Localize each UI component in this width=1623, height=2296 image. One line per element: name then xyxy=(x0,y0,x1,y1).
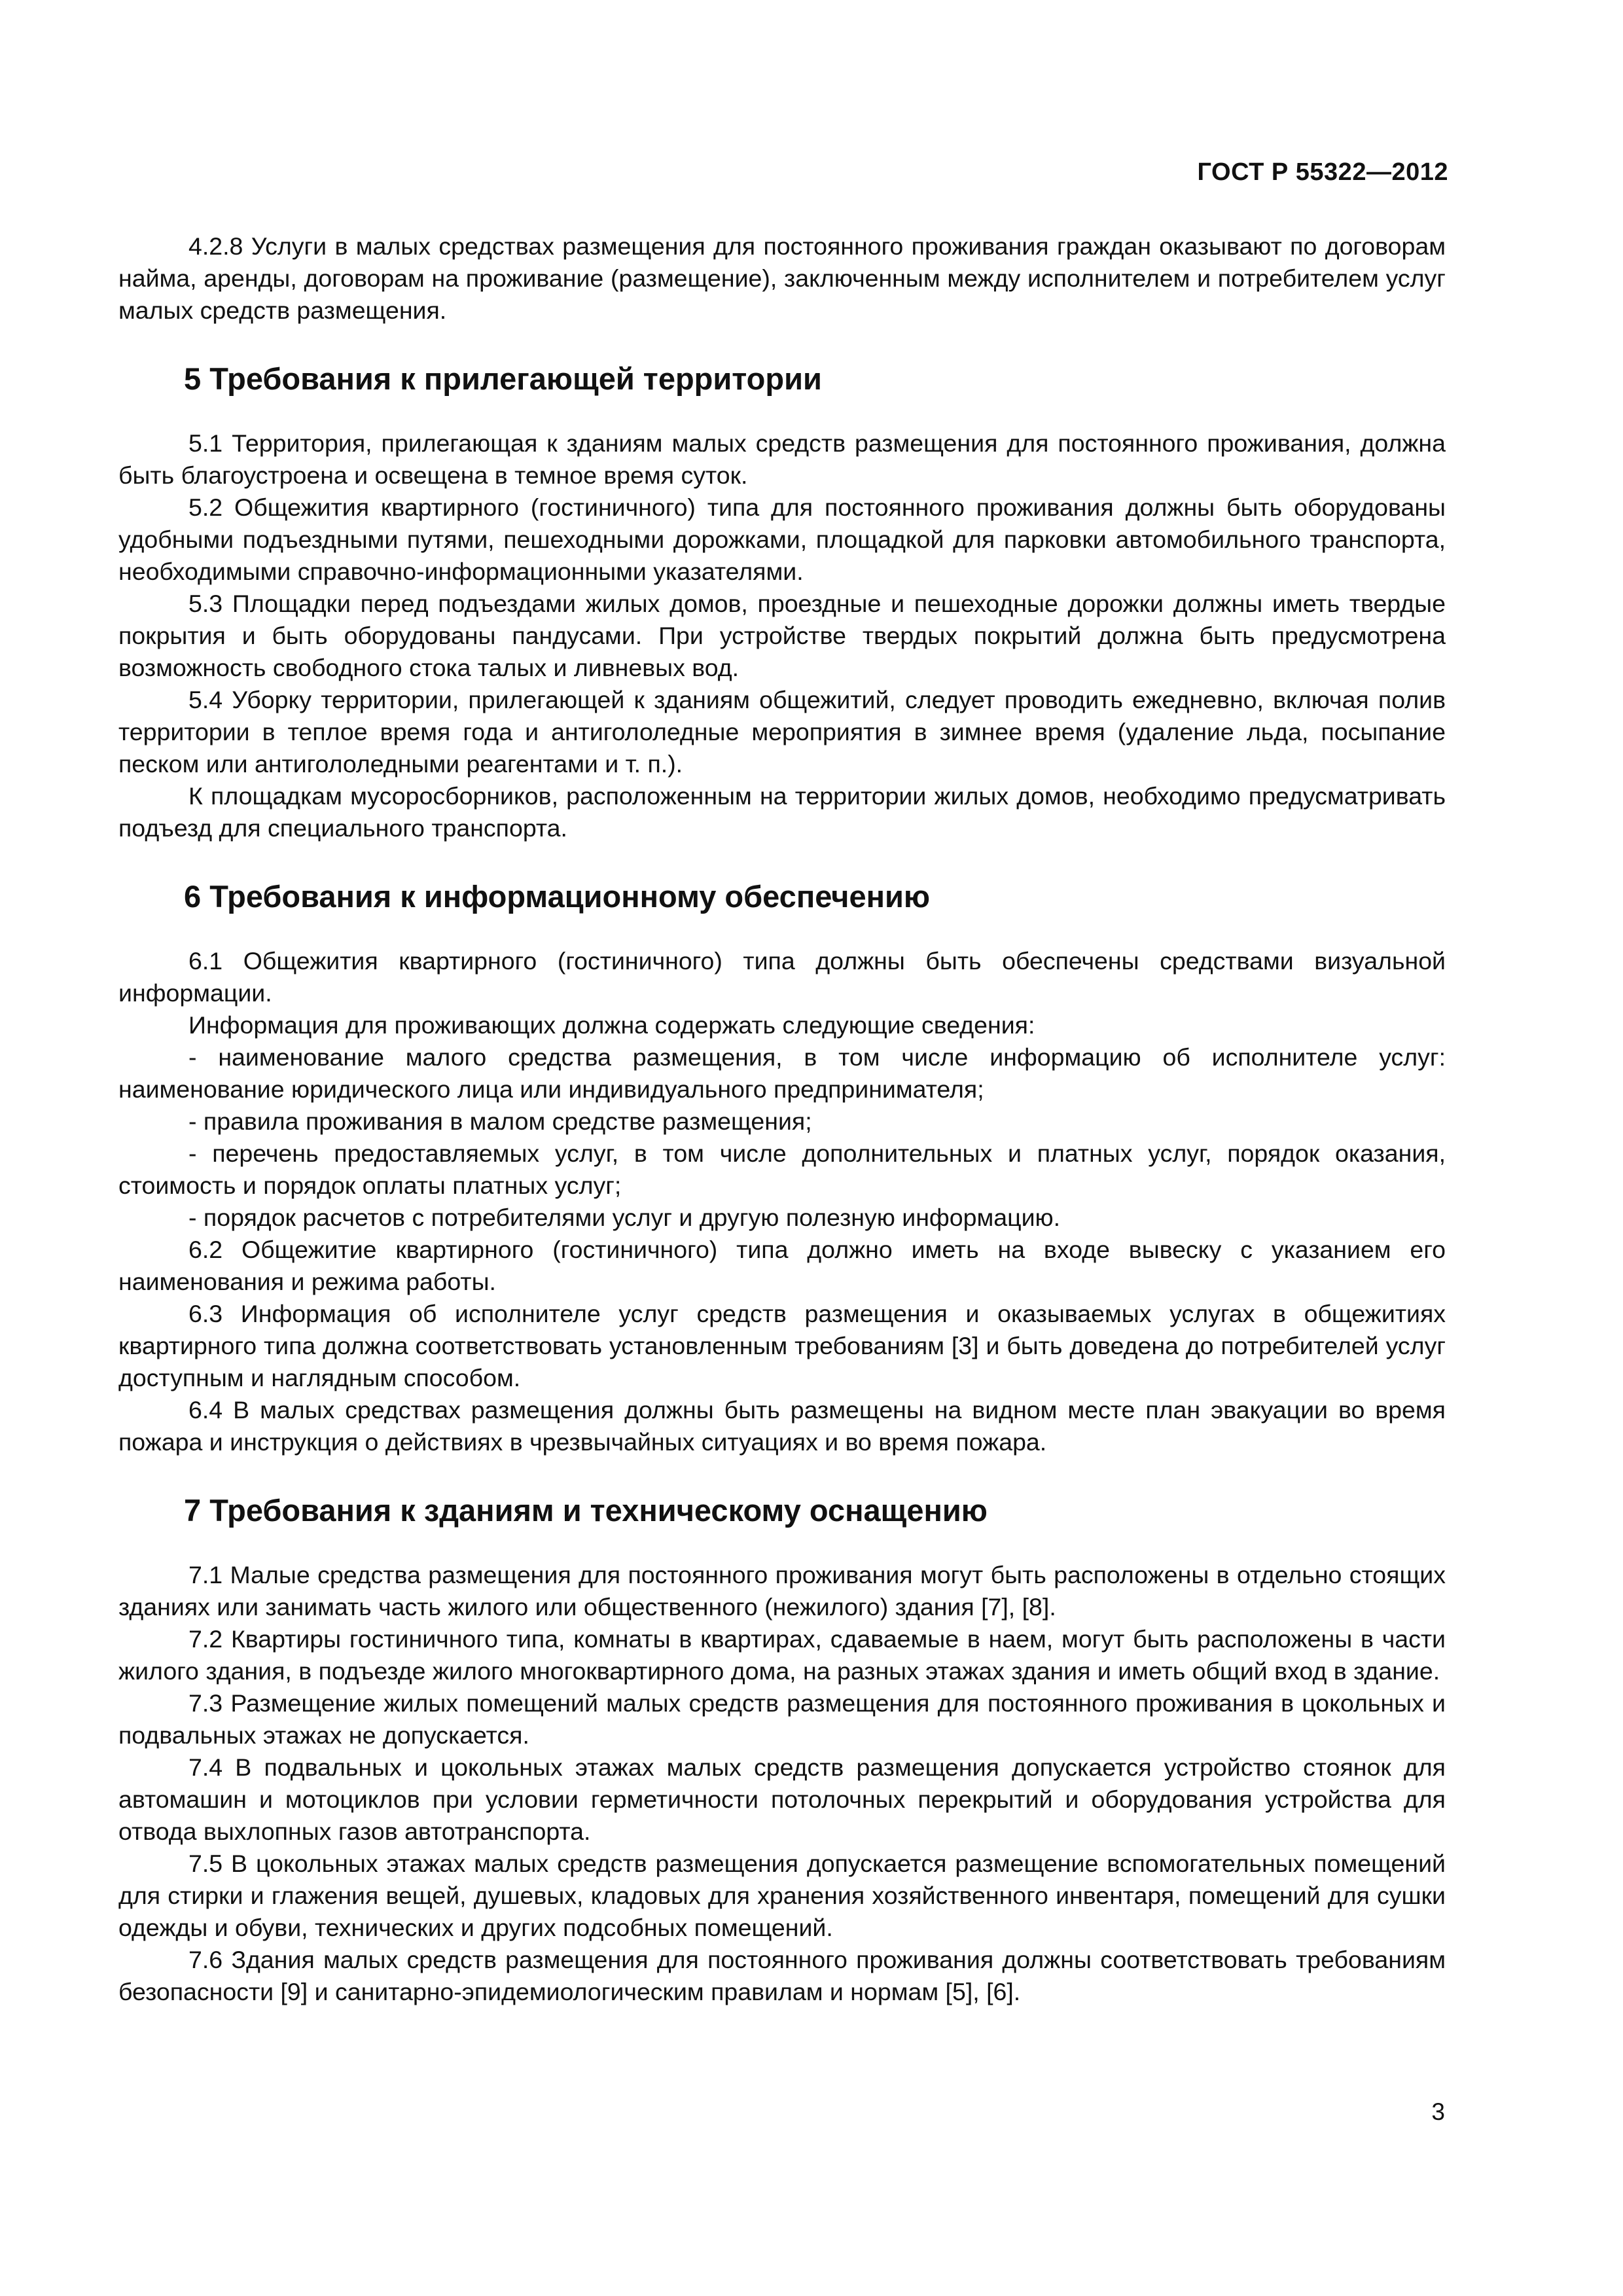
page-number: 3 xyxy=(1431,2098,1445,2125)
list-item: - порядок расчетов с потребителями услуг и другую полезную информацию. xyxy=(188,1204,1061,1231)
paragraph-6-1-intro: Информация для проживающих должна содержать следующие сведения: xyxy=(188,1011,1035,1039)
paragraph-6-1: 6.1 Общежития квартирного (гостиничного) типа должны быть обеспечены средствами визуальной информации. xyxy=(118,947,1446,1007)
paragraph-5-2: 5.2 Общежития квартирного (гостиничного) типа для постоянного проживания должны быть оборудованы удобными подъездными путями, пешеходными дорожками, площадкой для парковки автомобильного транспорта, необходимыми справочно-информационными указателями. xyxy=(118,493,1446,585)
paragraph-4-2-8: 4.2.8 Услуги в малых средствах размещения для постоянного проживания граждан оказывают по договорам найма, аренды, договорам на проживание (размещение), заключенным между исполнителем и потребителем услуг малых средств размещения. xyxy=(118,232,1446,324)
list-item: - перечень предоставляемых услуг, в том числе дополнительных и платных услуг, порядок оказания, стоимость и порядок оплаты платных услуг; xyxy=(118,1139,1446,1199)
paragraph-7-4: 7.4 В подвальных и цокольных этажах малых средств размещения допускается устройство стоянок для автомашин и мотоциклов при условии герметичности потолочных перекрытий и оборудования устройства для отвода выхлопных газов автотранспорта. xyxy=(118,1753,1446,1845)
paragraph-7-3: 7.3 Размещение жилых помещений малых средств размещения для постоянного проживания в цокольных и подвальных этажах не допускается. xyxy=(118,1689,1446,1749)
section-5-heading: 5 Требования к прилегающей территории xyxy=(184,361,822,396)
paragraph-7-5: 7.5 В цокольных этажах малых средств размещения допускается размещение вспомогательных помещений для стирки и глажения вещей, душевых, кладовых для хранения хозяйственного инвентаря, помещений для сушки одежды и обуви, технических и других подсобных помещений. xyxy=(118,1850,1446,1941)
section-7-heading: 7 Требования к зданиям и техническому оснащению xyxy=(184,1493,988,1528)
paragraph-7-1: 7.1 Малые средства размещения для постоянного проживания могут быть расположены в отдельно стоящих зданиях или занимать часть жилого или общественного (нежилого) здания [7], [8]. xyxy=(118,1561,1446,1621)
paragraph-7-6: 7.6 Здания малых средств размещения для постоянного проживания должны соответствовать требованиям безопасности [9] и санитарно-эпидемиологическим правилам и нормам [5], [6]. xyxy=(118,1946,1446,2005)
paragraph-6-2: 6.2 Общежитие квартирного (гостиничного) типа должно иметь на входе вывеску с указанием его наименования и режима работы. xyxy=(118,1236,1446,1295)
paragraph-5-1: 5.1 Территория, прилегающая к зданиям малых средств размещения для постоянного проживания, должна быть благоустроена и освещена в темное время суток. xyxy=(118,429,1446,489)
paragraph-6-4: 6.4 В малых средствах размещения должны быть размещены на видном месте план эвакуации во время пожара и инструкция о действиях в чрезвычайных ситуациях и во время пожара. xyxy=(118,1396,1446,1456)
paragraph-5-3: 5.3 Площадки перед подъездами жилых домов, проездные и пешеходные дорожки должны иметь твердые покрытия и быть оборудованы пандусами. При устройстве твердых покрытий должна быть предусмотрена возможность свободного стока талых и ливневых вод. xyxy=(118,590,1446,681)
paragraph-7-2: 7.2 Квартиры гостиничного типа, комнаты в квартирах, сдаваемые в наем, могут быть расположены в части жилого здания, в подъезде жилого многоквартирного дома, на разных этажах здания и иметь общий вход в здание. xyxy=(118,1625,1446,1685)
list-item: - наименование малого средства размещения, в том числе информацию об исполнителе услуг: наименование юридического лица или индивидуального предпринимателя; xyxy=(118,1043,1446,1103)
section-6-heading: 6 Требования к информационному обеспечению xyxy=(184,879,931,914)
standard-code: ГОСТ Р 55322—2012 xyxy=(1197,158,1448,186)
paragraph-5-4-cont: К площадкам мусоросборников, расположенным на территории жилых домов, необходимо предусматривать подъезд для специального транспорта. xyxy=(118,782,1446,842)
paragraph-5-4: 5.4 Уборку территории, прилегающей к зданиям общежитий, следует проводить ежедневно, включая полив территории в теплое время года и антигололедные мероприятия в зимнее время (удаление льда, посыпание песком или антигололедными реагентами и т. п.). xyxy=(118,686,1446,778)
paragraph-6-3: 6.3 Информация об исполнителе услуг средств размещения и оказываемых услугах в общежитиях квартирного типа должна соответствовать установленным требованиям [3] и быть доведена до потребителей услуг доступным и наглядным способом. xyxy=(118,1300,1446,1391)
list-item: - правила проживания в малом средстве размещения; xyxy=(188,1107,812,1135)
page-body xyxy=(118,230,1446,2008)
